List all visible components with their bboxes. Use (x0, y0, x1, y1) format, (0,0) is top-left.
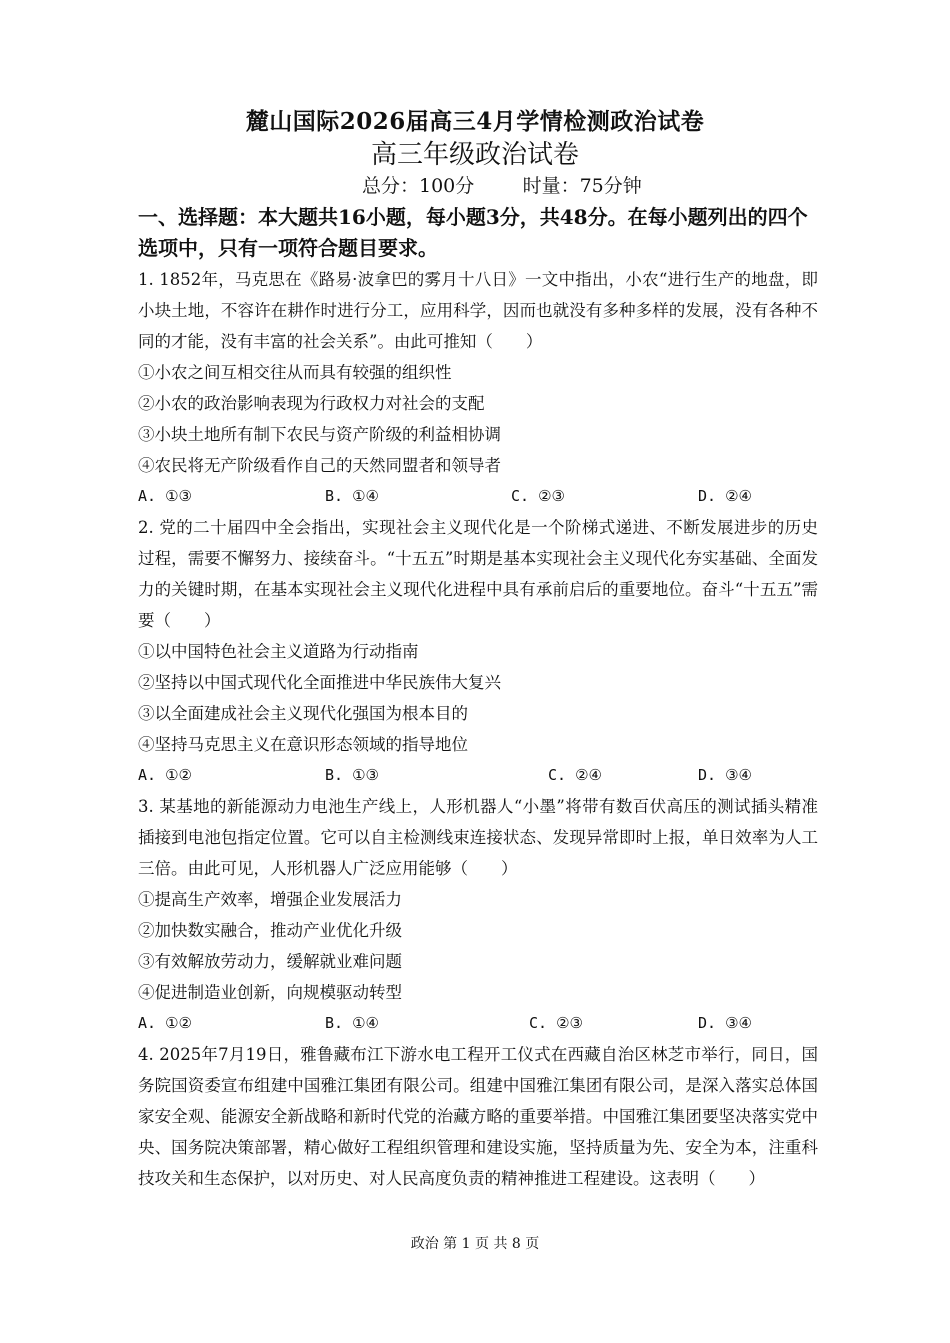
choice-d: D. ②④ (698, 487, 752, 505)
choice-c: C. ②④ (548, 766, 602, 784)
question-option: ③有效解放劳动力，缓解就业难问题 (138, 952, 402, 971)
choice-b: B. ①④ (325, 487, 379, 505)
question-4 (138, 1039, 818, 1194)
question-option: ③以全面建成社会主义现代化强国为根本目的 (138, 704, 468, 723)
exam-title: 麓山国际2026届高三4月学情检测政治试卷 (245, 108, 705, 135)
question-option: ④坚持马克思主义在意识形态领域的指导地位 (138, 735, 468, 754)
choice-b: B. ①④ (325, 1014, 379, 1032)
question-option: ①提高生产效率，增强企业发展活力 (138, 890, 402, 909)
question-option: ③小块土地所有制下农民与资产阶级的利益相协调 (138, 425, 501, 444)
question-1 (138, 264, 818, 512)
question-3 (138, 791, 818, 1039)
question-stem: 4. 2025年7月19日，雅鲁藏布江下游水电工程开工仪式在西藏自治区林芝市举行，同日，国务院国资委宣布组建中国雅江集团有限公司。组建中国雅江集团有限公司，是深入落实总体国家安全观、能源安全新战略和新时代党的治藏方略的重要举措。中国雅江集团要坚决落实党中央、国务院决策部署，精心做好工程组织管理和建设实施，坚持质量为先、安全为本，注重科技攻关和生态保护，以对历史、对人民高度负责的精神推进工程建设。这表明（ ） (138, 1045, 818, 1188)
choice-a: A. ①② (138, 766, 192, 784)
choice-c: C. ②③ (511, 487, 565, 505)
exam-subtitle: 高三年级政治试卷 (370, 140, 579, 170)
choice-d: D. ③④ (698, 1014, 752, 1032)
question-option: ①小农之间互相交往从而具有较强的组织性 (138, 363, 452, 382)
question-list (138, 264, 818, 1194)
page-footer: 政治 第 1 页 共 8 页 (410, 1236, 540, 1252)
question-stem: 1. 1852年，马克思在《路易·波拿巴的雾月十八日》一文中指出，小农“进行生产的地盘，即小块土地，不容许在耕作时进行分工，应用科学，因而也就没有多种多样的发展，没有各种不同的才能，没有丰富的社会关系”。由此可推知（ ） (138, 270, 818, 351)
question-option: ②加快数实融合，推动产业优化升级 (138, 921, 402, 940)
question-option: ②坚持以中国式现代化全面推进中华民族伟大复兴 (138, 673, 501, 692)
question-option: ②小农的政治影响表现为行政权力对社会的支配 (138, 394, 485, 413)
choice-d: D. ③④ (698, 766, 752, 784)
answer-choices (138, 481, 818, 512)
choice-b: B. ①③ (325, 766, 379, 784)
question-stem: 2. 党的二十届四中全会指出，实现社会主义现代化是一个阶梯式递进、不断发展进步的历史过程，需要不懈努力、接续奋斗。“十五五”时期是基本实现社会主义现代化夯实基础、全面发力的关键时期，在基本实现社会主义现代化进程中具有承前启后的重要地位。奋斗“十五五”需要（ ） (138, 518, 818, 630)
choice-a: A. ①② (138, 1014, 192, 1032)
question-option: ④促进制造业创新，向规模驱动转型 (138, 983, 402, 1002)
answer-choices (138, 1008, 818, 1039)
exam-meta (362, 171, 642, 198)
question-stem: 3. 某基地的新能源动力电池生产线上，人形机器人“小墨”将带有数百伏高压的测试插头精准插接到电池包指定位置。它可以自主检测线束连接状态、发现异常即时上报，单日效率为人工三倍。由此可见，人形机器人广泛应用能够（ ） (138, 797, 818, 878)
answer-choices (138, 760, 818, 791)
time-limit: 时量：75分钟 (522, 175, 642, 197)
choice-a: A. ①③ (138, 487, 192, 505)
question-option: ①以中国特色社会主义道路为行动指南 (138, 642, 419, 661)
choice-c: C. ②③ (529, 1014, 583, 1032)
total-score: 总分：100分 (362, 175, 475, 197)
question-2 (138, 512, 818, 791)
question-option: ④农民将无产阶级看作自己的天然同盟者和领导者 (138, 456, 501, 475)
section-heading: 一、选择题：本大题共16小题，每小题3分，共48分。在每小题列出的四个选项中，只有一项符合题目要求。 (138, 205, 808, 260)
